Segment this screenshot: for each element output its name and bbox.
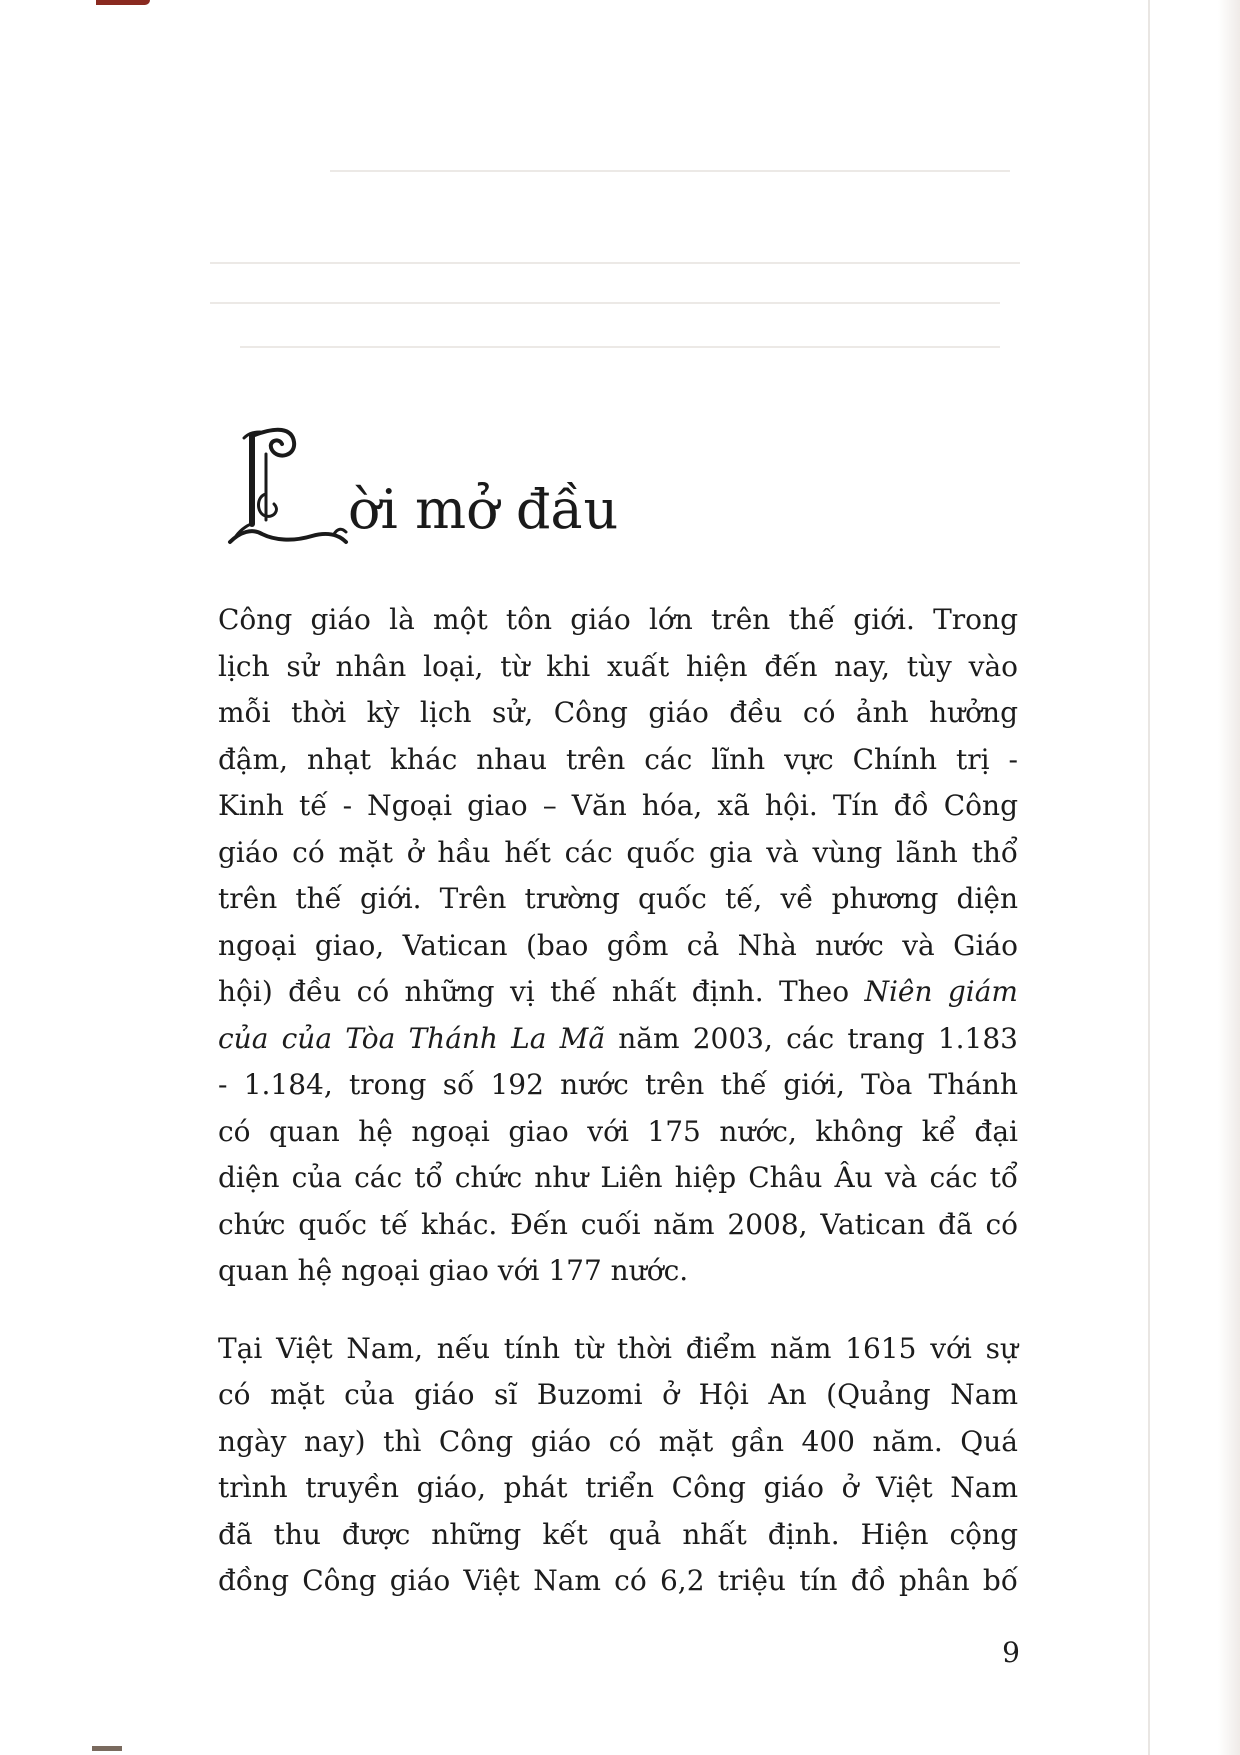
text-line: ngoại giao, Vatican (bao gồm cả Nhà nước và Giáo bbox=[218, 928, 1018, 962]
page-edge-shadow bbox=[1218, 0, 1240, 1755]
text-line: Tại Việt Nam, nếu tính từ thời điểm năm 1615 với sự bbox=[218, 1331, 1018, 1365]
bleed-through-line bbox=[240, 346, 1000, 348]
text-line: giáo có mặt ở hầu hết các quốc gia và vùng lãnh thổ bbox=[218, 835, 1018, 869]
text-line: đã thu được những kết quả nhất định. Hiện cộng bbox=[218, 1517, 1018, 1551]
text-line: trình truyền giáo, phát triển Công giáo ở Việt Nam bbox=[218, 1471, 1018, 1504]
text-line: Kinh tế - Ngoại giao – Văn hóa, xã hội. Tín đồ Công bbox=[218, 789, 1018, 822]
text-line: đậm, nhạt khác nhau trên các lĩnh vực Chính trị - bbox=[218, 742, 1018, 776]
text-segment: hội) đều có những vị thế nhất định. Theo bbox=[218, 975, 865, 1008]
text-line: quan hệ ngoại giao với 177 nước. bbox=[218, 1254, 689, 1287]
chapter-title-text: ời mở đầu bbox=[348, 478, 619, 541]
text-line: trên thế giới. Trên trường quốc tế, về phương diện bbox=[218, 882, 1018, 915]
text-line: - 1.184, trong số 192 nước trên thế giới, Tòa Thánh bbox=[218, 1068, 1018, 1101]
text-line: có quan hệ ngoại giao với 175 nước, không kể đại bbox=[218, 1114, 1018, 1148]
text-line bbox=[218, 1016, 1018, 1063]
page-edge-shadow bbox=[1148, 0, 1150, 1755]
page-number: 9 bbox=[1002, 1636, 1020, 1669]
scan-edge-mark bbox=[96, 0, 150, 5]
text-segment: năm 2003, các trang 1.183 bbox=[605, 1021, 1018, 1055]
text-line: mỗi thời kỳ lịch sử, Công giáo đều có ảnh hưởng bbox=[218, 696, 1018, 729]
text-line bbox=[218, 969, 1018, 1016]
text-line: lịch sử nhân loại, từ khi xuất hiện đến nay, tùy vào bbox=[218, 649, 1018, 683]
paragraph bbox=[218, 597, 1018, 1295]
book-title-italic: của của Tòa Thánh La Mã bbox=[218, 1021, 606, 1055]
bleed-through-line bbox=[210, 262, 1020, 264]
text-line: diện của các tổ chức như Liên hiệp Châu Âu và các tổ bbox=[218, 1161, 1018, 1194]
text-line: chức quốc tế khác. Đến cuối năm 2008, Vatican đã có bbox=[218, 1207, 1018, 1241]
bleed-through-line bbox=[330, 170, 1010, 172]
text-line: ngày nay) thì Công giáo có mặt gần 400 năm. Quá bbox=[218, 1424, 1018, 1458]
ornamental-dropcap bbox=[222, 424, 352, 556]
text-line: đồng Công giáo Việt Nam có 6,2 triệu tín đồ phân bố bbox=[218, 1564, 1018, 1597]
paragraph bbox=[218, 1326, 1018, 1605]
book-title-italic: Niên giám bbox=[864, 975, 1018, 1008]
bleed-through-line bbox=[210, 302, 1000, 304]
chapter-title bbox=[222, 418, 922, 558]
text-line: có mặt của giáo sĩ Buzomi ở Hội An (Quảng Nam bbox=[218, 1378, 1018, 1411]
scan-edge-mark bbox=[92, 1746, 122, 1751]
body-text bbox=[218, 597, 1018, 1605]
text-line: Công giáo là một tôn giáo lớn trên thế giới. Trong bbox=[218, 603, 1018, 636]
